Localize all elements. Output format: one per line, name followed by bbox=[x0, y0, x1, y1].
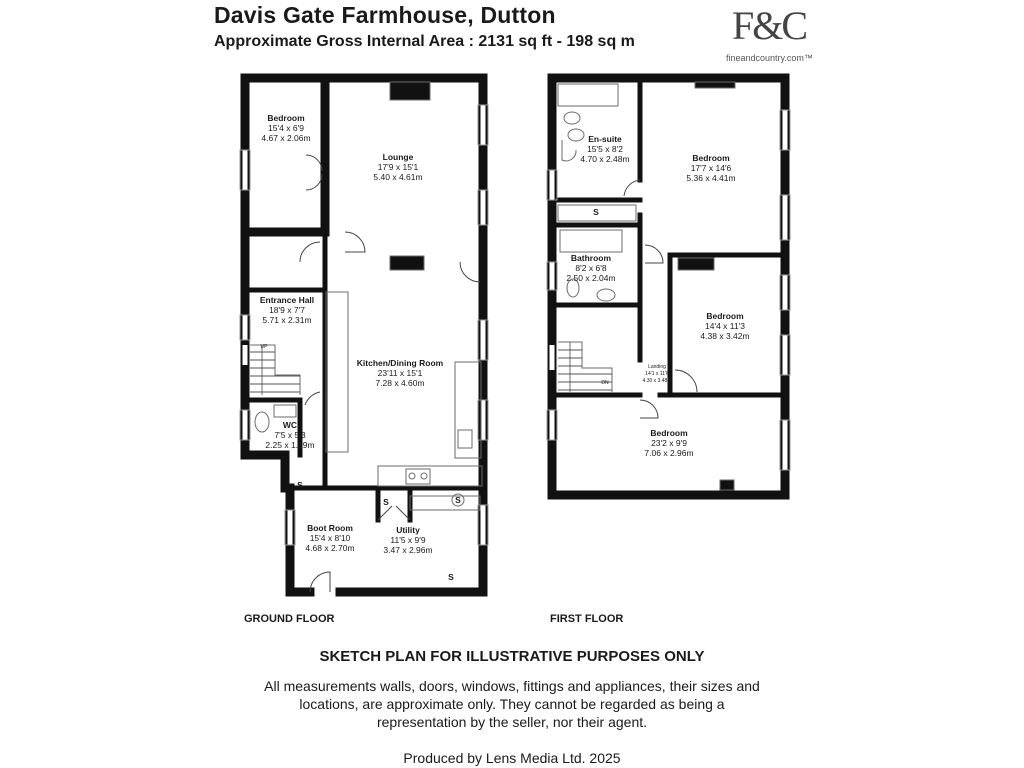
area-subtitle: Approximate Gross Internal Area : 2131 sq ft - 198 sq m bbox=[214, 33, 635, 50]
room-name: En-suite bbox=[588, 134, 622, 144]
room-name: Lounge bbox=[382, 152, 414, 162]
room-imperial: 15'4 x 8'10 bbox=[309, 533, 351, 543]
store-marker: S bbox=[297, 480, 303, 490]
room-imperial: 18'9 x 7'7 bbox=[269, 305, 305, 315]
room-name: Bedroom bbox=[650, 428, 688, 438]
room-metric: 4.67 x 2.06m bbox=[261, 133, 311, 143]
room-metric: 4.70 x 2.48m bbox=[580, 154, 630, 164]
room-metric: 4.38 x 3.42m bbox=[700, 331, 750, 341]
room-imperial: 8'2 x 6'8 bbox=[575, 263, 607, 273]
room-imperial: 7'5 x 5'3 bbox=[274, 430, 306, 440]
room-name: Kitchen/Dining Room bbox=[356, 358, 444, 368]
ground-floor-label: GROUND FLOOR bbox=[244, 613, 335, 625]
room-name: Boot Room bbox=[307, 523, 353, 533]
produced-by: Produced by Lens Media Ltd. 2025 bbox=[403, 750, 621, 766]
room-imperial: 17'9 x 15'1 bbox=[377, 162, 419, 172]
first-room-labels bbox=[566, 134, 749, 458]
room-imperial: 15'5 x 8'2 bbox=[587, 144, 623, 154]
room-metric: 2.25 x 1.59m bbox=[265, 440, 315, 450]
room-name: Entrance Hall bbox=[259, 295, 315, 305]
room-metric: 5.36 x 4.41m bbox=[686, 173, 736, 183]
room-imperial: 23'2 x 9'9 bbox=[651, 438, 687, 448]
stairs-up-label: UP bbox=[260, 344, 268, 350]
first-inner-wall bbox=[552, 78, 785, 395]
room-metric: 2.50 x 2.04m bbox=[566, 273, 616, 283]
room-metric: 4.68 x 2.70m bbox=[305, 543, 355, 553]
room-metric: 5.40 x 4.61m bbox=[373, 172, 423, 182]
room-metric: 4.30 x 3.48m bbox=[642, 378, 672, 384]
room-metric: 7.28 x 4.60m bbox=[375, 378, 425, 388]
disclaimer-text: All measurements walls, doors, windows, fittings and appliances, their sizes and locations, are approximate only. They cannot be regarded as being a representation by the seller, nor their agent. bbox=[264, 678, 760, 730]
store-marker: S bbox=[448, 572, 454, 582]
room-imperial: 14'4 x 11'3 bbox=[705, 321, 745, 331]
ground-floor-plan bbox=[245, 78, 483, 592]
store-marker: S bbox=[383, 497, 389, 507]
room-imperial: 23'11 x 15'1 bbox=[377, 368, 423, 378]
store-marker: S bbox=[455, 495, 461, 505]
page-title: Davis Gate Farmhouse, Dutton bbox=[214, 2, 556, 28]
ground-windows-edge bbox=[240, 105, 488, 545]
room-metric: 7.06 x 2.96m bbox=[644, 448, 694, 458]
room-name: Bedroom bbox=[706, 311, 744, 321]
room-name: Bathroom bbox=[570, 253, 612, 263]
disclaimer-heading: SKETCH PLAN FOR ILLUSTRATIVE PURPOSES ONLY bbox=[319, 648, 705, 665]
room-metric: 5.71 x 2.31m bbox=[262, 315, 312, 325]
first-floor-label: FIRST FLOOR bbox=[550, 613, 624, 625]
ground-outer-wall bbox=[245, 78, 483, 592]
room-name: Bedroom bbox=[692, 153, 730, 163]
room-imperial: 14'1 x 11'6 bbox=[645, 371, 669, 377]
room-imperial: 15'4 x 6'9 bbox=[268, 123, 304, 133]
first-fixtures bbox=[558, 82, 735, 490]
stairs-down-label: DN bbox=[601, 380, 609, 386]
room-imperial: 17'7 x 14'6 bbox=[690, 163, 732, 173]
room-name: Utility bbox=[396, 525, 420, 535]
room-imperial: 11'5 x 9'9 bbox=[390, 535, 426, 545]
logo-website: fineandcountry.com™ bbox=[726, 53, 813, 63]
room-name: WC bbox=[282, 420, 298, 430]
room-metric: 3.47 x 2.96m bbox=[383, 545, 433, 555]
logo-mark: F&C bbox=[731, 3, 807, 48]
store-marker: S bbox=[593, 207, 599, 217]
room-name: Bedroom bbox=[267, 113, 305, 123]
room-name: Landing bbox=[648, 364, 666, 370]
